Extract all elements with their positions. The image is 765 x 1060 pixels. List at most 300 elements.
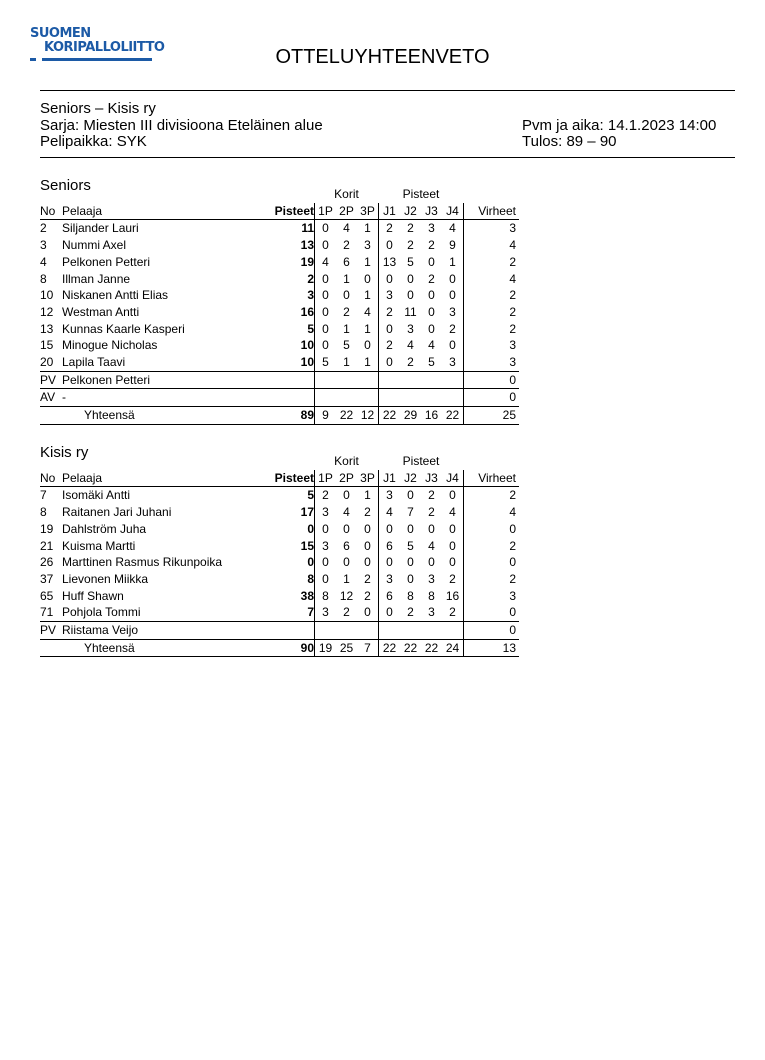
player-number: 4: [40, 254, 47, 269]
player-j3: 0: [428, 304, 435, 319]
player-j1: 3: [379, 287, 401, 304]
player-number: 13: [40, 321, 54, 336]
total-j1: 22: [379, 407, 401, 425]
player-p2: 1: [343, 271, 350, 286]
player-p2: 2: [343, 238, 350, 253]
player-j2: 11: [404, 304, 417, 319]
player-j2: 2: [400, 354, 421, 371]
player-name: Westman Antti: [62, 304, 140, 319]
total-j3: 16: [421, 407, 442, 425]
header-p1: 1P: [315, 470, 337, 487]
player-name: Niskanen Antti Elias: [62, 288, 169, 303]
player-p3: 1: [364, 221, 371, 236]
player-j3: 4: [428, 338, 435, 353]
player-j4: 9: [449, 238, 456, 253]
staff-role: PV: [40, 371, 62, 389]
player-name: Raitanen Jari Juhani: [62, 505, 172, 520]
player-j4: 0: [449, 338, 456, 353]
player-j4: 3: [449, 304, 456, 319]
player-row: [40, 354, 519, 371]
player-p1: 3: [315, 504, 337, 521]
player-p2: 6: [343, 538, 350, 553]
staff-row: [40, 622, 519, 640]
player-row: [40, 287, 519, 304]
player-j1: 0: [379, 521, 401, 538]
player-number: 26: [40, 555, 54, 570]
player-j4: 16: [445, 588, 460, 603]
player-j4: 0: [449, 488, 456, 503]
player-j2: 2: [407, 238, 414, 253]
header-fouls: Virheet: [464, 203, 520, 220]
player-j3: 2: [428, 488, 435, 503]
player-j4: 1: [449, 254, 456, 269]
player-p3: 1: [364, 288, 371, 303]
player-j2: 4: [407, 338, 414, 353]
player-points: 3: [307, 288, 314, 303]
player-fouls: 4: [464, 271, 520, 288]
logo-line-1: SUOMEN: [30, 26, 91, 41]
player-points: 8: [307, 571, 314, 586]
player-fouls: 4: [464, 237, 520, 254]
total-j2: 29: [400, 407, 421, 425]
player-p1: 0: [315, 571, 337, 588]
player-fouls: 0: [464, 554, 520, 571]
group-header-row: [40, 186, 519, 203]
player-j1: 0: [379, 554, 401, 571]
player-j1: 2: [379, 220, 401, 237]
player-j1: 3: [379, 571, 401, 588]
player-points: 15: [300, 538, 314, 553]
empty-cell: [379, 389, 464, 407]
divider-top: [40, 90, 735, 91]
player-fouls: 3: [464, 588, 520, 605]
empty-cell: [254, 389, 315, 407]
player-number: 20: [40, 354, 62, 371]
player-name: Lapila Taavi: [62, 354, 254, 371]
player-p2: 5: [343, 338, 350, 353]
player-name: Huff Shawn: [62, 588, 124, 603]
player-points: 5: [307, 321, 314, 336]
player-j1: 0: [379, 354, 401, 371]
total-fouls: 13: [464, 639, 520, 657]
player-name: Nummi Axel: [62, 238, 127, 253]
player-number: 15: [40, 338, 54, 353]
player-fouls: 3: [464, 354, 520, 371]
player-points: 13: [300, 238, 314, 253]
group-header-row: [40, 453, 519, 470]
player-row: [40, 220, 519, 237]
player-j1: 0: [379, 271, 401, 288]
total-p1: 9: [315, 407, 337, 425]
player-p2: 1: [336, 354, 357, 371]
player-j1: 0: [379, 237, 401, 254]
match-datetime: Pvm ja aika: 14.1.2023 14:00: [522, 117, 717, 134]
staff-fouls: 0: [464, 389, 520, 407]
player-p1: 0: [315, 287, 337, 304]
team-name-away: Kisis ry: [40, 444, 89, 461]
player-p3: 2: [364, 571, 371, 586]
staff-row: [40, 371, 519, 389]
spacer-cell: [254, 186, 315, 203]
player-row: [40, 487, 519, 504]
header-p3: 3P: [357, 470, 379, 487]
logo-line-2: KORIPALLOLIITTO: [44, 40, 165, 55]
player-number: 21: [40, 538, 54, 553]
player-p3: 1: [364, 321, 371, 336]
document-title: OTTELUYHTEENVETO: [275, 46, 490, 68]
player-fouls: 2: [464, 287, 520, 304]
player-j4: 2: [449, 321, 456, 336]
total-label: Yhteensä: [62, 639, 254, 657]
player-fouls: 2: [464, 571, 520, 588]
player-points: 17: [300, 505, 314, 520]
player-points: 11: [301, 221, 314, 236]
player-row: [40, 588, 519, 605]
total-p2: 25: [336, 639, 357, 657]
player-p1: 0: [315, 554, 337, 571]
empty-cell: [315, 371, 379, 389]
empty-cell: [254, 622, 315, 640]
player-j3: 0: [428, 321, 435, 336]
player-number: 3: [40, 238, 47, 253]
player-j1: 0: [379, 321, 401, 338]
player-name: Isomäki Antti: [62, 488, 131, 503]
match-series: Sarja: Miesten III divisioona Eteläinen alue: [40, 117, 323, 134]
player-row: [40, 337, 519, 354]
player-p1: 0: [315, 337, 337, 354]
player-p2: 0: [343, 555, 350, 570]
player-row: [40, 304, 519, 321]
empty-cell: [379, 622, 464, 640]
total-j4: 24: [442, 639, 464, 657]
player-name: Pelkonen Petteri: [62, 254, 151, 269]
total-p3: 12: [357, 407, 379, 425]
player-row: [40, 521, 519, 538]
group-header-pisteet: Pisteet: [402, 454, 440, 468]
player-row: [40, 604, 519, 621]
player-j1: 4: [379, 504, 401, 521]
total-points: 89: [254, 407, 315, 425]
player-p3: 0: [364, 338, 371, 353]
player-j1: 6: [379, 538, 401, 555]
header-j4: J4: [442, 470, 464, 487]
player-j3: 2: [428, 238, 435, 253]
player-p1: 2: [315, 487, 337, 504]
total-j1: 22: [379, 639, 401, 657]
player-number: 2: [40, 221, 47, 236]
player-j3: 2: [428, 505, 435, 520]
player-j4: 0: [449, 521, 456, 536]
player-j2: 8: [407, 588, 414, 603]
player-points: 16: [300, 304, 314, 319]
player-fouls: 4: [464, 504, 520, 521]
total-p1: 19: [315, 639, 337, 657]
player-points: 10: [254, 354, 315, 371]
player-j3: 3: [428, 221, 435, 236]
player-fouls: 0: [464, 604, 520, 621]
empty-cell: [315, 622, 379, 640]
staff-name: -: [62, 389, 254, 407]
player-p3: 0: [357, 604, 379, 621]
player-number: 37: [40, 571, 54, 586]
staff-fouls: 0: [464, 622, 520, 640]
player-j1: 2: [379, 304, 401, 321]
player-fouls: 2: [464, 538, 520, 555]
player-name: Kunnas Kaarle Kasperi: [62, 321, 185, 336]
header-p2: 2P: [336, 470, 357, 487]
player-j2: 2: [400, 604, 421, 621]
player-j1: 6: [379, 588, 401, 605]
header-no: No: [40, 203, 62, 220]
player-p3: 0: [364, 555, 371, 570]
total-points: 90: [254, 639, 315, 657]
group-header-korit: Korit: [334, 454, 359, 468]
player-j2: 0: [407, 271, 414, 286]
player-number: 7: [40, 488, 47, 503]
total-fouls: 25: [464, 407, 520, 425]
player-p1: 4: [315, 254, 337, 271]
header-fouls: Virheet: [464, 470, 520, 487]
total-row: [40, 639, 519, 657]
player-j3: 0: [428, 254, 435, 269]
player-p2: 1: [343, 321, 350, 336]
staff-role: AV: [40, 389, 62, 407]
player-p2: 1: [343, 571, 350, 586]
player-j2: 3: [407, 321, 414, 336]
total-p2: 22: [336, 407, 357, 425]
player-row: [40, 504, 519, 521]
player-points: 19: [300, 254, 314, 269]
player-p1: 3: [315, 538, 337, 555]
player-p1: 0: [315, 304, 337, 321]
player-j3: 0: [428, 555, 435, 570]
player-j2: 0: [407, 488, 414, 503]
player-p3: 0: [364, 271, 371, 286]
player-j1: 0: [379, 604, 401, 621]
match-venue: Pelipaikka: SYK: [40, 133, 147, 150]
total-p3: 7: [357, 639, 379, 657]
player-p1: 8: [315, 588, 337, 605]
player-fouls: 3: [464, 220, 520, 237]
spacer-cell: [62, 186, 254, 203]
player-j4: 3: [442, 354, 464, 371]
player-fouls: 2: [464, 487, 520, 504]
player-j2: 5: [407, 254, 414, 269]
player-j1: 3: [379, 487, 401, 504]
staff-fouls: 0: [464, 371, 520, 389]
player-j3: 0: [428, 521, 435, 536]
player-number: 10: [40, 288, 54, 303]
empty-cell: [254, 371, 315, 389]
player-j4: 0: [449, 271, 456, 286]
player-number: 71: [40, 604, 62, 621]
match-result: Tulos: 89 – 90: [522, 133, 617, 150]
player-p3: 4: [364, 304, 371, 319]
total-label: Yhteensä: [62, 407, 254, 425]
group-header-korit: Korit: [334, 187, 359, 201]
spacer-cell: [464, 186, 520, 203]
player-fouls: 3: [464, 337, 520, 354]
header-j1: J1: [379, 203, 401, 220]
player-j3: 3: [421, 604, 442, 621]
player-p1: 3: [315, 604, 337, 621]
boxscore-table-away: [40, 453, 519, 657]
player-j3: 8: [428, 588, 435, 603]
header-p3: 3P: [357, 203, 379, 220]
divider-meta: [40, 157, 735, 158]
player-points: 7: [254, 604, 315, 621]
player-j3: 3: [428, 571, 435, 586]
player-p1: 0: [315, 521, 337, 538]
player-row: [40, 321, 519, 338]
player-name: Pohjola Tommi: [62, 604, 254, 621]
player-j2: 5: [407, 538, 414, 553]
column-header-row: [40, 470, 519, 487]
player-number: 65: [40, 588, 54, 603]
player-row: [40, 254, 519, 271]
header-player: Pelaaja: [62, 470, 254, 487]
player-row: [40, 571, 519, 588]
player-number: 8: [40, 505, 47, 520]
player-j2: 0: [407, 288, 414, 303]
player-p1: 0: [315, 271, 337, 288]
player-p3: 2: [364, 505, 371, 520]
player-p3: 1: [364, 254, 371, 269]
staff-name: Riistama Veijo: [62, 622, 254, 640]
player-j1: 2: [379, 337, 401, 354]
player-p2: 4: [343, 505, 350, 520]
player-name: Minogue Nicholas: [62, 338, 158, 353]
player-j2: 0: [407, 521, 414, 536]
header-j3: J3: [421, 470, 442, 487]
player-points: 0: [307, 555, 314, 570]
player-j4: 4: [449, 505, 456, 520]
header-points: Pisteet: [254, 470, 315, 487]
player-j2: 2: [407, 221, 414, 236]
player-points: 10: [300, 338, 314, 353]
player-p1: 5: [315, 354, 337, 371]
player-row: [40, 271, 519, 288]
player-row: [40, 554, 519, 571]
player-j4: 4: [449, 221, 456, 236]
player-j4: 2: [449, 571, 456, 586]
header-j3: J3: [421, 203, 442, 220]
player-p2: 4: [343, 221, 350, 236]
team-name-home: Seniors: [40, 177, 91, 194]
player-j3: 0: [428, 288, 435, 303]
player-j2: 7: [407, 505, 414, 520]
player-j2: 0: [407, 555, 414, 570]
spacer-cell: [40, 186, 62, 203]
header-j4: J4: [442, 203, 464, 220]
staff-row: [40, 389, 519, 407]
header-p1: 1P: [315, 203, 337, 220]
player-p2: 2: [343, 304, 350, 319]
player-points: 0: [307, 521, 314, 536]
player-points: 38: [300, 588, 314, 603]
column-header-row: [40, 203, 519, 220]
player-row: [40, 237, 519, 254]
spacer-cell: [40, 407, 62, 425]
player-p1: 0: [315, 321, 337, 338]
player-p3: 0: [364, 521, 371, 536]
player-fouls: 2: [464, 304, 520, 321]
spacer-cell: [62, 453, 254, 470]
player-p3: 1: [357, 354, 379, 371]
player-name: Kuisma Martti: [62, 538, 136, 553]
player-p2: 0: [343, 521, 350, 536]
spacer-cell: [40, 639, 62, 657]
player-j3: 2: [428, 271, 435, 286]
player-j1: 13: [379, 254, 401, 271]
player-p3: 2: [364, 588, 371, 603]
header-no: No: [40, 470, 62, 487]
player-j2: 0: [407, 571, 414, 586]
match-teams: Seniors – Kisis ry: [40, 100, 156, 117]
total-row: [40, 407, 519, 425]
player-points: 5: [307, 488, 314, 503]
player-points: 2: [307, 271, 314, 286]
player-p3: 3: [364, 238, 371, 253]
player-p1: 0: [315, 237, 337, 254]
spacer-cell: [40, 453, 62, 470]
total-j4: 22: [442, 407, 464, 425]
player-j4: 2: [442, 604, 464, 621]
header-points: Pisteet: [254, 203, 315, 220]
total-j2: 22: [400, 639, 421, 657]
player-number: 8: [40, 271, 47, 286]
player-row: [40, 538, 519, 555]
player-p3: 1: [364, 488, 371, 503]
staff-name: Pelkonen Petteri: [62, 371, 254, 389]
header-player: Pelaaja: [62, 203, 254, 220]
player-j4: 0: [449, 288, 456, 303]
header-j2: J2: [400, 470, 421, 487]
player-j4: 0: [449, 538, 456, 553]
player-name: Dahlström Juha: [62, 521, 147, 536]
player-name: Siljander Lauri: [62, 221, 139, 236]
player-j4: 0: [449, 555, 456, 570]
player-name: Lievonen Miikka: [62, 571, 149, 586]
player-p3: 0: [364, 538, 371, 553]
player-fouls: 0: [464, 521, 520, 538]
player-number: 19: [40, 521, 54, 536]
player-p2: 6: [343, 254, 350, 269]
player-p2: 0: [343, 288, 350, 303]
player-p2: 2: [336, 604, 357, 621]
player-fouls: 2: [464, 254, 520, 271]
spacer-cell: [254, 453, 315, 470]
player-p1: 0: [315, 220, 337, 237]
group-header-pisteet: Pisteet: [402, 187, 440, 201]
player-j3: 4: [428, 538, 435, 553]
staff-role: PV: [40, 622, 62, 640]
header-p2: 2P: [336, 203, 357, 220]
player-name: Illman Janne: [62, 271, 131, 286]
total-j3: 22: [421, 639, 442, 657]
player-p2: 12: [339, 588, 354, 603]
player-j3: 5: [421, 354, 442, 371]
player-fouls: 2: [464, 321, 520, 338]
boxscore-table-home: [40, 186, 519, 425]
empty-cell: [315, 389, 379, 407]
player-number: 12: [40, 304, 54, 319]
player-p2: 0: [343, 488, 350, 503]
player-name: Marttinen Rasmus Rikunpoika: [62, 555, 223, 570]
empty-cell: [379, 371, 464, 389]
header-j2: J2: [400, 203, 421, 220]
header-j1: J1: [379, 470, 401, 487]
